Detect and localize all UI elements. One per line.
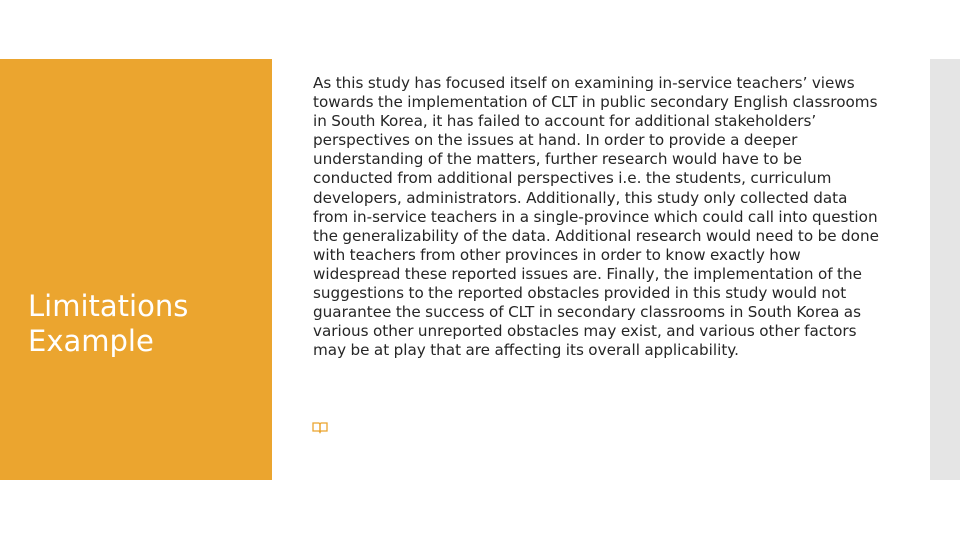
side-strip [930, 59, 960, 480]
empty-bullet [312, 416, 328, 436]
slide-title-line-1: Limitations [28, 289, 189, 323]
slide-title [28, 289, 268, 359]
title-panel [0, 59, 272, 480]
body-paragraph: As this study has focused itself on examining in-service teachers’ views towards the implementation of CLT in public secondary English classrooms in South Korea, it has failed to account for additional stakeholders’ perspectives on the issues at hand. In order to provide a deeper understanding of the matters, further research would have to be conducted from additional perspectives i.e. the students, curriculum developers, administrators. Additionally, this study only collected data from in-service teachers in a single-province which could call into question the generalizability of the data. Additional research would need to be done with teachers from other provinces in order to know exactly how widespread these reported issues are. Finally, the implementation of the suggestions to the reported obstacles provided in this study would not guarantee the success of CLT in secondary classrooms in South Korea as various other unreported obstacles may exist, and various other factors may be at play that are affecting its overall applicability. [313, 74, 879, 360]
book-bullet-icon [312, 419, 328, 433]
slide-title-line-2: Example [28, 324, 154, 358]
